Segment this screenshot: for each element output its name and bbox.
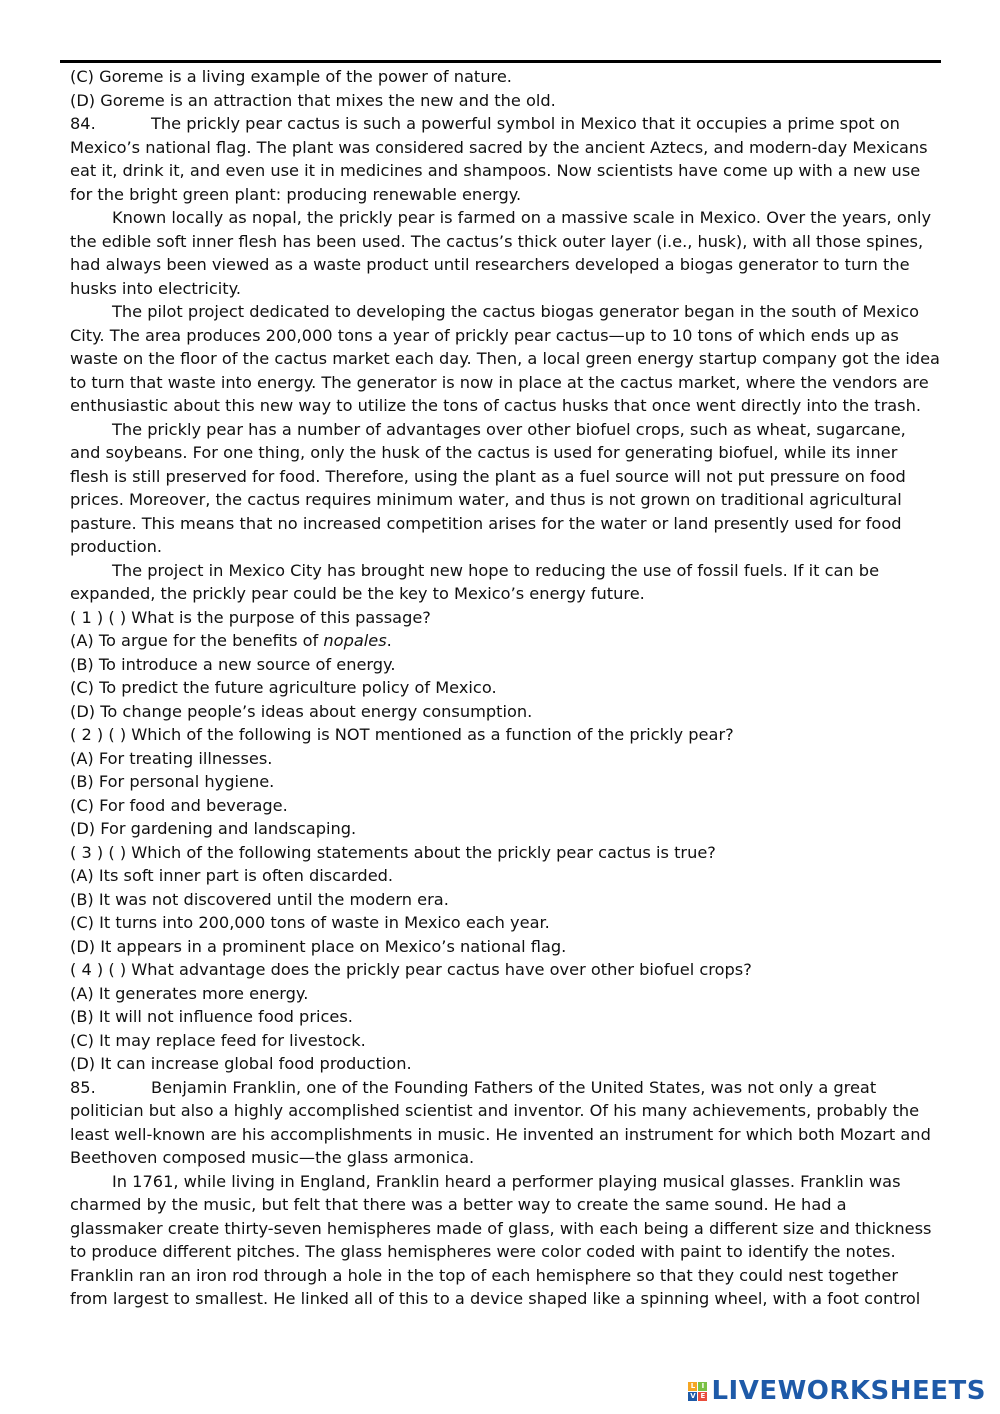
option-b[interactable]: (B) To introduce a new source of energy. — [70, 654, 396, 674]
option-d[interactable]: (D) For gardening and landscaping. — [70, 819, 357, 838]
option-a[interactable]: (A) For treating illnesses. — [70, 748, 273, 768]
option-b[interactable]: (B) It will not influence food prices. — [70, 1007, 353, 1026]
sub-question-2 — [70, 723, 940, 841]
sub-question-1 — [70, 606, 940, 724]
paragraph-text: Benjamin Franklin, one of the Founding Fathers of the United States, was not only a great politician but also a highly accomplished scientist and inventor. Of his many achievements, probably the least well-known are his accomplishments in music. He invented an instrument for which both Mozart and Beethoven composed music—the glass armonica. — [70, 1077, 931, 1167]
passage-paragraph: The pilot project dedicated to developing the cactus biogas generator began in the south of Mexico City. The area produces 200,000 tons a year of prickly pear cactus—up to 10 tons of which ends up as waste on the floor of the cactus market each day. Then, a local green energy startup company got the idea to turn that waste into energy. The generator is now in place at the cactus market, where the vendors are enthusiastic about this new way to utilize the tons of cactus husks that once went directly into the trash. — [70, 302, 940, 415]
question-stem: ( 4 ) ( ) What advantage does the prickly pear cactus have over other biofuel crops? — [70, 960, 752, 979]
worksheet-content — [70, 65, 940, 1311]
liveworksheets-logo[interactable] — [688, 1376, 986, 1406]
question-number: 85. — [70, 1077, 96, 1097]
logo-icon — [688, 1382, 707, 1401]
top-rule — [60, 60, 941, 63]
passage-paragraph: The prickly pear has a number of advantages over other biofuel crops, such as wheat, sugarcane, and soybeans. For one thing, only the husk of the cactus is used for generating biofuel, while its inner flesh is still preserved for food. Therefore, using the plant as a fuel source will not put pressure on food prices. Moreover, the cactus requires minimum water, and thus is not grown on traditional agricultural pasture. This means that no increased competition arises for the water or land presently used for food production. — [70, 419, 906, 556]
option-a[interactable]: (A) Its soft inner part is often discarded. — [70, 866, 394, 885]
option-c[interactable]: (C) For food and beverage. — [70, 795, 288, 815]
question-number: 84. — [70, 114, 96, 133]
passage-paragraph: In 1761, while living in England, Franklin heard a performer playing musical glasses. Franklin was charmed by the music, but felt that there was a better way to create the same sound. He had a glassmaker create thirty-seven hemispheres made of glass, with each being a different size and thickness to produce different pitches. The glass hemispheres were color coded with paint to identify the notes. Franklin ran an iron rod through a hole in the top of each hemisphere so that they could nest together from largest to smallest. He linked all of this to a device shaped like a spinning wheel, with a foot control — [70, 1171, 932, 1308]
passage-paragraph — [70, 112, 940, 206]
prev-option-c: (C) Goreme is a living example of the power of nature. — [70, 67, 512, 86]
logo-wordmark: LIVEWORKSHEETS — [711, 1376, 986, 1406]
option-text: (A) To argue for the benefits of — [70, 631, 324, 650]
option-c[interactable]: (C) To predict the future agriculture policy of Mexico. — [70, 678, 497, 697]
logo-block: E — [698, 1392, 707, 1401]
passage-paragraph: The project in Mexico City has brought new hope to reducing the use of fossil fuels. If it can be expanded, the prickly pear could be the key to Mexico’s energy future. — [70, 560, 880, 603]
option-d[interactable]: (D) To change people’s ideas about energy consumption. — [70, 701, 533, 721]
option-c[interactable]: (C) It may replace feed for livestock. — [70, 1030, 366, 1050]
option-d[interactable]: (D) It can increase global food production. — [70, 1054, 412, 1073]
option-a[interactable]: (A) It generates more energy. — [70, 983, 309, 1003]
option-b[interactable]: (B) For personal hygiene. — [70, 772, 275, 791]
question-stem: ( 3 ) ( ) Which of the following statements about the prickly pear cactus is true? — [70, 842, 716, 862]
option-d[interactable]: (D) It appears in a prominent place on Mexico’s national flag. — [70, 936, 567, 956]
prev-option-d: (D) Goreme is an attraction that mixes the new and the old. — [70, 90, 556, 110]
option-c[interactable]: (C) It turns into 200,000 tons of waste in Mexico each year. — [70, 913, 550, 932]
logo-block: V — [690, 1391, 696, 1400]
paragraph-text: The prickly pear cactus is such a powerful symbol in Mexico that it occupies a prime spot on Mexico’s national flag. The plant was considered sacred by the ancient Aztecs, and modern-day Mexicans eat it, drink it, and even use it in medicines and shampoos. Now scientists have come up with a new use for the bright green plant: producing renewable energy. — [70, 114, 928, 204]
option-a[interactable] — [70, 629, 940, 653]
logo-block: I — [698, 1382, 707, 1391]
question-stem: ( 1 ) ( ) What is the purpose of this passage? — [70, 607, 431, 627]
logo-block: L — [688, 1382, 697, 1391]
passage-paragraph: Known locally as nopal, the prickly pear is farmed on a massive scale in Mexico. Over the years, only the edible soft inner flesh has been used. The cactus’s thick outer layer (i.e., husk), with all those spines, had always been viewed as a waste product until researchers developed a biogas generator to turn the husks into electricity. — [70, 208, 932, 298]
option-punct: . — [386, 631, 392, 650]
passage-paragraph — [70, 1076, 940, 1170]
question-84 — [70, 112, 940, 1076]
option-b[interactable]: (B) It was not discovered until the modern era. — [70, 889, 449, 909]
option-italic-term: nopales — [323, 631, 387, 650]
question-85 — [70, 1076, 940, 1311]
sub-question-3 — [70, 841, 940, 959]
question-stem: ( 2 ) ( ) Which of the following is NOT mentioned as a function of the prickly pear? — [70, 725, 734, 744]
sub-question-4 — [70, 958, 940, 1076]
